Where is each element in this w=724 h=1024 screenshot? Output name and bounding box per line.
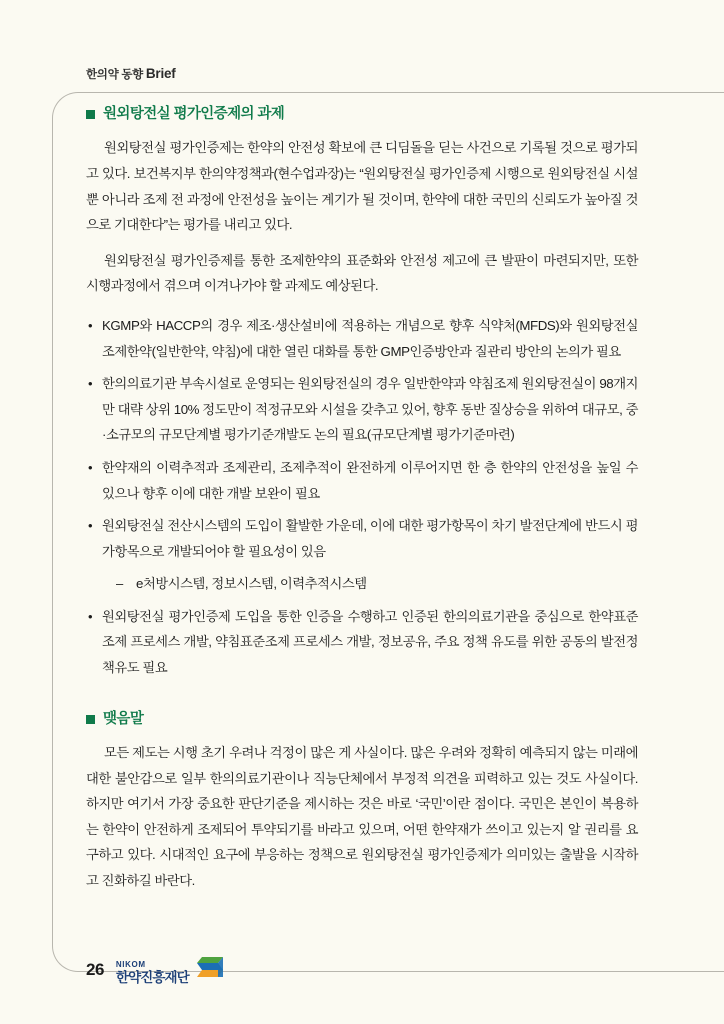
section-heading-text: 맺음말 xyxy=(103,710,144,727)
list-item: • 한약재의 이력추적과 조제관리, 조제추적이 완전하게 이루어지면 한 층 한약의 안전성을 높일 수 있으나 향후 이에 대한 개발 보완이 필요 xyxy=(86,455,638,506)
square-bullet-icon xyxy=(86,110,95,119)
running-header xyxy=(86,66,176,82)
list-item-sub: – e처방시스템, 정보시스템, 이력추적시스템 xyxy=(86,571,638,597)
list-item: • 한의의료기관 부속시설로 운영되는 원외탕전실의 경우 일반한약과 약침조제 원외탕전실이 98개지만 대략 상위 10% 정도만이 적정규모와 시설을 갖추고 있어, 향후 동반 질상승을 위하여 대규모, 중·소규모의 규모단계별 평가기준개발도 논의 필요(규모단계별 평가기준마련) xyxy=(86,371,638,448)
list-item: • KGMP와 HACCP의 경우 제조·생산설비에 적용하는 개념으로 향후 식약처(MFDS)와 원외탕전실 조제한약(일반한약, 약침)에 대한 열린 대화를 통한 GMP인증방안과 질관리 방안의 논의가 필요 xyxy=(86,313,638,364)
logo-ribbon-icon xyxy=(194,956,224,982)
logo-nikom-text: NIKOM xyxy=(115,959,146,969)
page-footer xyxy=(86,956,224,984)
section-heading-closing xyxy=(86,711,638,728)
section-heading-challenges xyxy=(86,106,638,123)
page-number: 26 xyxy=(86,960,104,979)
challenge-bullet-list xyxy=(86,313,638,681)
logo-wordmark xyxy=(116,961,189,985)
paragraph: 원외탕전실 평가인증제를 통한 조제한약의 표준화와 안전성 제고에 큰 발판이 마련되지만, 또한 시행과정에서 겪으며 이겨나가야 할 과제도 예상된다. xyxy=(86,252,638,294)
paragraph: 원외탕전실 평가인증제는 한약의 안전성 확보에 큰 디딤돌을 딛는 사건으로 기록될 것으로 평가되고 있다. 보건복지부 한의약정책과(현수업과장)는 “원외탕전실 평가인증제 시행으로 원외탕전실 시설뿐 아니라 조제 전 과정에 안전성을 높이는 계기가 될 것이며, 한약에 대한 국민의 신뢰도가 높아질 것으로 기대한다”는 평가를 내리고 있다. xyxy=(86,140,638,233)
section-heading-text: 원외탕전실 평가인증제의 과제 xyxy=(103,106,285,122)
running-header-brief: Brief xyxy=(145,66,176,81)
content-column xyxy=(86,106,638,904)
list-item: • 원외탕전실 평가인증제 도입을 통한 인증을 수행하고 인증된 한의의료기관을 중심으로 한약표준조제 프로세스 개발, 약침표준조제 프로세스 개발, 정보공유, 주요 정책 유도를 위한 공동의 발전정책유도 필요 xyxy=(86,604,638,681)
running-header-korean: 한의약 동향 xyxy=(86,69,146,81)
closing-section xyxy=(86,711,638,894)
square-bullet-icon xyxy=(86,715,95,724)
logo-korean-text: 한약진흥재단 xyxy=(115,969,189,985)
list-item: • 원외탕전실 전산시스템의 도입이 활발한 가운데, 이에 대한 평가항목이 차기 발전단계에 반드시 평가항목으로 개발되어야 할 필요성이 있음 xyxy=(86,513,638,564)
nikom-logo xyxy=(116,956,224,984)
paragraph: 모든 제도는 시행 초기 우려나 걱정이 많은 게 사실이다. 많은 우려와 정확히 예측되지 않는 미래에 대한 불안감으로 일부 한의의료기관이나 직능단체에서 부정적 의견을 피력하고 있는 것도 사실이다. 하지만 여기서 가장 중요한 판단기준을 제시하는 것은 바로 ‘국민’이란 점이다. 국민은 본인이 복용하는 한약이 안전하게 조제되어 투약되기를 바라고 있으며, 어떤 한약재가 쓰이고 있는지 알 권리를 요구하고 있다. 시대적인 요구에 부응하는 정책으로 원외탕전실 평가인증제가 의미있는 출발을 시작하고 진화하길 바란다. xyxy=(86,745,638,889)
